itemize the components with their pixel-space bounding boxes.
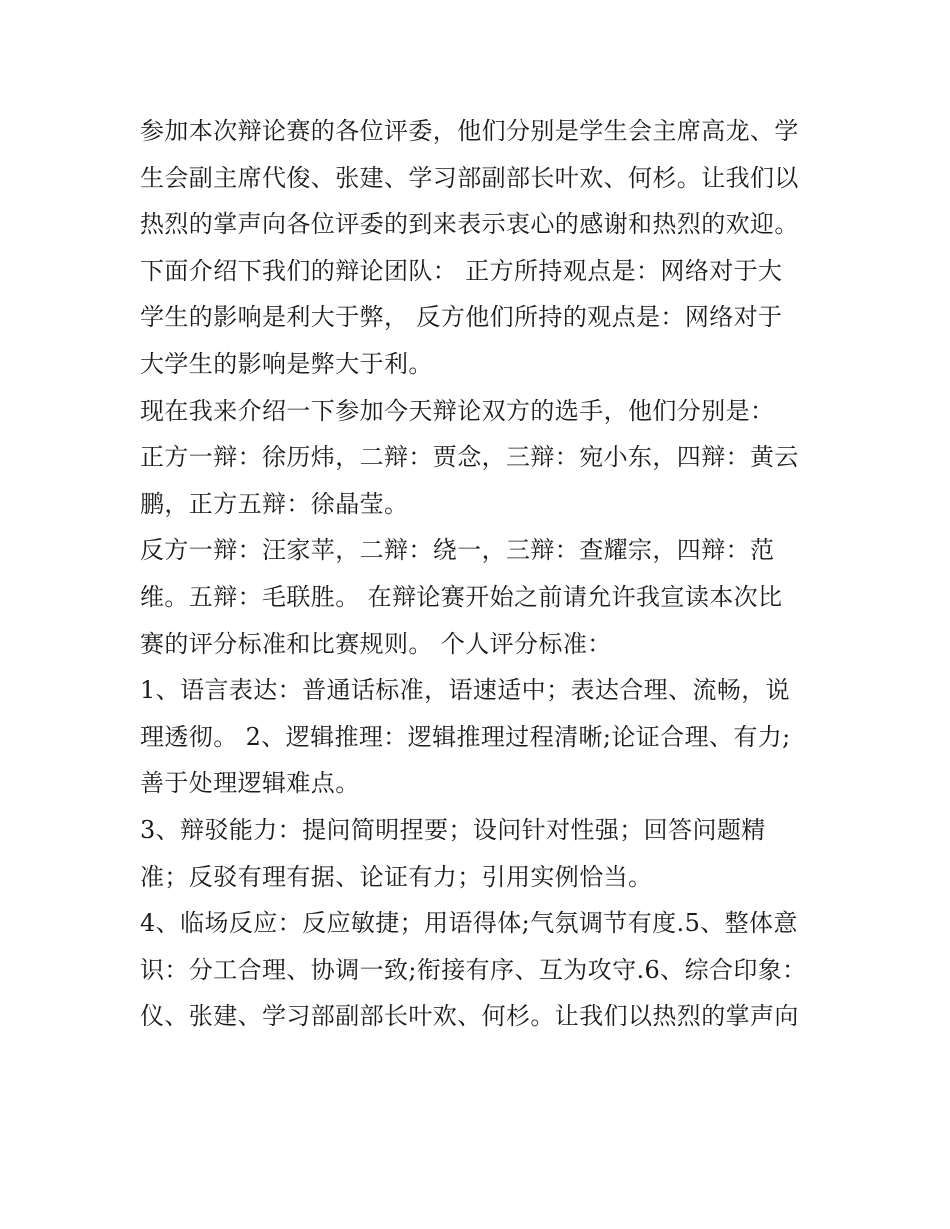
text-line: 参加本次辩论赛的各位评委，他们分别是学生会主席高龙、学 <box>140 117 799 145</box>
text-line: 下面介绍下我们的辩论团队： 正方所持观点是：网络对于大 <box>140 256 783 285</box>
text-line: 仪、张建、学习部副部长叶欢、何杉。让我们以热烈的掌声向 <box>140 1002 799 1031</box>
text-line: 维。五辩：毛联胜。 在辩论赛开始之前请允许我宣读本次比 <box>140 582 783 611</box>
text-line: 准；反驳有理有据、论证有力；引用实例恰当。 <box>140 862 653 891</box>
text-line: 现在我来介绍一下参加今天辩论双方的选手，他们分别是： <box>140 396 775 425</box>
text-line: 理透彻。 2、逻辑推理：逻辑推理过程清晰;论证合理、有力; <box>140 722 791 751</box>
text-line: 1、语言表达：普通话标准，语速适中；表达合理、流畅，说 <box>140 676 791 705</box>
text-line: 善于处理逻辑难点。 <box>140 769 360 798</box>
text-line: 反方一辩：汪家苹，二辩：绕一，三辩：查耀宗，四辩：范 <box>140 536 775 565</box>
text-line: 3、辩驳能力：提问简明捏要；设问针对性强；回答问题精 <box>140 815 766 844</box>
body-text <box>140 108 830 1040</box>
text-line: 热烈的掌声向各位评委的到来表示衷心的感谢和热烈的欢迎。 <box>140 210 799 239</box>
text-line: 生会副主席代俊、张建、学习部副部长叶欢、何杉。让我们以 <box>140 163 799 192</box>
text-line: 正方一辩：徐历炜，二辩：贾念，三辩：宛小东，四辩：黄云 <box>140 443 799 472</box>
text-line: 4、临场反应：反应敏捷；用语得体;气氛调节有度.5、整体意 <box>140 909 798 938</box>
text-line: 大学生的影响是弊大于利。 <box>140 349 433 378</box>
text-line: 赛的评分标准和比赛规则。 个人评分标准： <box>140 629 612 658</box>
text-line: 学生的影响是利大于弊， 反方他们所持的观点是：网络对于 <box>140 303 783 332</box>
text-line: 鹏，正方五辩：徐晶莹。 <box>140 489 409 518</box>
text-line: 识：分工合理、协调一致;衔接有序、互为攻守.6、综合印象： <box>140 955 807 984</box>
